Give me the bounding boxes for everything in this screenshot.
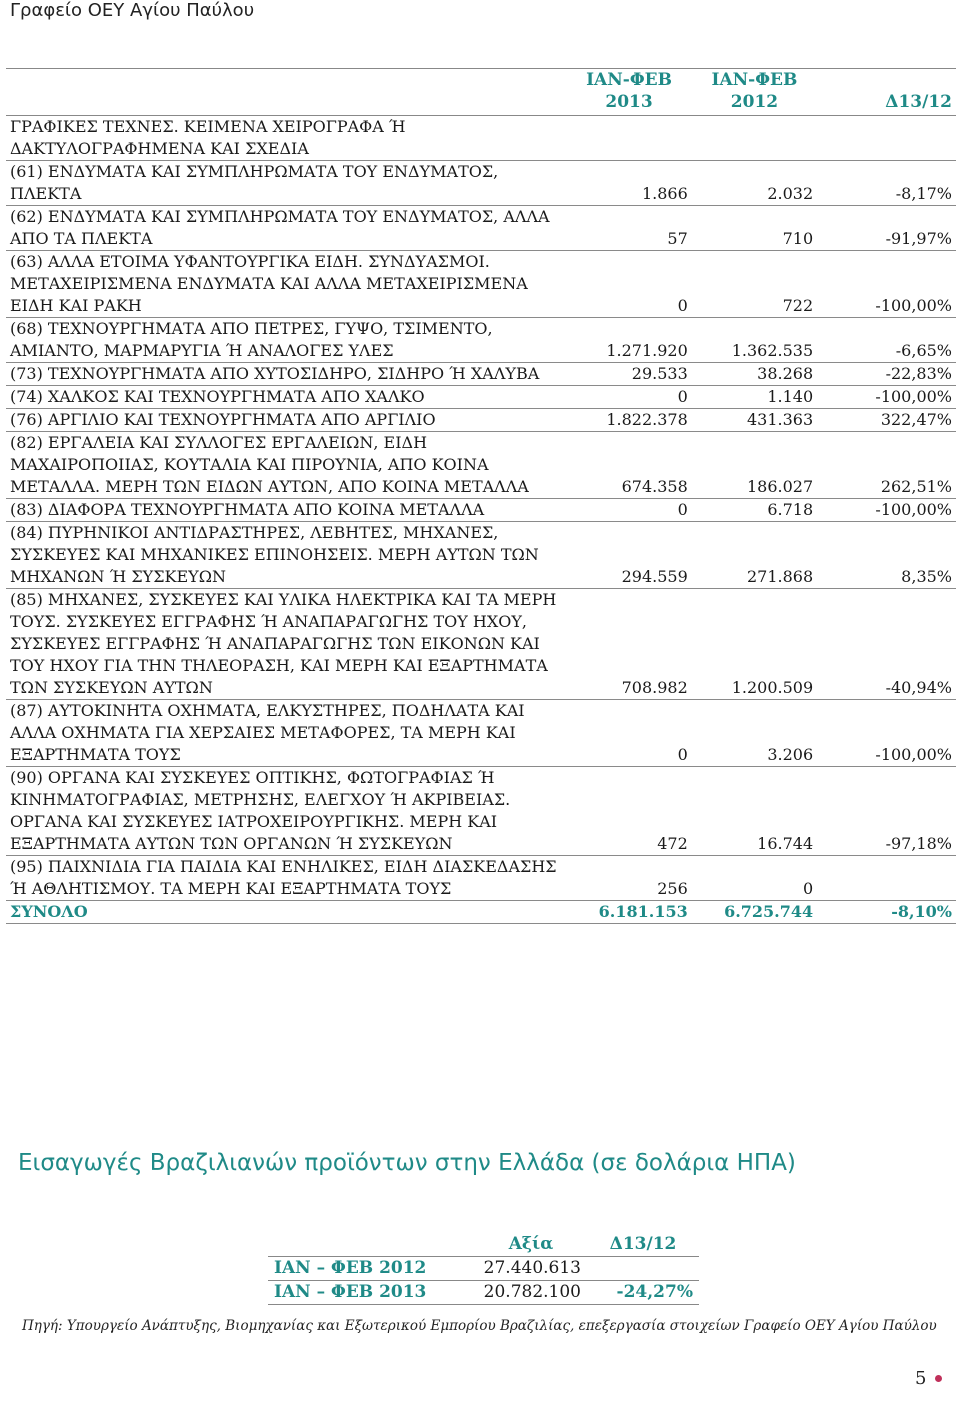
row-description: (76) ΑΡΓΙΛΙΟ ΚΑΙ ΤΕΧΝΟΥΡΓΗΜΑΤΑ ΑΠΟ ΑΡΓΙΛΙΟ: [10, 410, 436, 429]
row-value-2012: 186.027: [746, 477, 814, 496]
row-value-2013: 57: [667, 229, 688, 248]
row-value-2012: 431.363: [746, 410, 814, 429]
row-change: [817, 856, 956, 901]
row-description: (82) ΕΡΓΑΛΕΙΑ ΚΑΙ ΣΥΛΛΟΓΕΣ ΕΡΓΑΛΕΙΩΝ, ΕΙΔΗ ΜΑΧΑΙΡΟΠΟΙΙΑΣ, ΚΟΥΤΑΛΙΑ ΚΑΙ ΠΙΡΟΥΝΙΑ, ΑΠΟ ΚΟΙΝΑ ΜΕΤΑΛΛΑ. ΜΕΡΗ ΤΩΝ ΕΙΔΩΝ ΑΥΤΩΝ, ΑΠΟ ΚΟΙΝΑ ΜΕΤΑΛΛΑ: [10, 433, 529, 496]
row-value-2012: 710: [782, 229, 814, 248]
total-change: -8,10%: [891, 902, 952, 921]
table-row: [6, 700, 956, 767]
page-number: 5: [915, 1368, 927, 1389]
row-description: (85) ΜΗΧΑΝΕΣ, ΣΥΣΚΕΥΕΣ ΚΑΙ ΥΛΙΚΑ ΗΛΕΚΤΡΙΚΑ ΚΑΙ ΤΑ ΜΕΡΗ ΤΟΥΣ. ΣΥΣΚΕΥΕΣ ΕΓΓΡΑΦΗΣ Ή ΑΝΑΠΑΡΑΓΩΓΗΣ ΤΟΥ ΗΧΟΥ, ΣΥΣΚΕΥΕΣ ΕΓΓΡΑΦΗΣ Ή ΑΝΑΠΑΡΑΓΩΓΗΣ ΤΩΝ ΕΙΚΟΝΩΝ ΚΑΙ ΤΟΥ ΗΧΟΥ ΓΙΑ ΤΗΝ ΤΗΛΕΟΡΑΣΗ, ΚΑΙ ΜΕΡΗ ΚΑΙ ΕΞΑΡΤΗΜΑΤΑ ΤΩΝ ΣΥΣΚΕΥΩΝ ΑΥΤΩΝ: [10, 590, 557, 697]
total-label: ΣΥΝΟΛΟ: [10, 902, 88, 921]
total-value-2012: 6.725.744: [724, 902, 814, 921]
imports-row: [268, 1281, 699, 1305]
table-row: [6, 161, 956, 206]
row-description: (61) ΕΝΔΥΜΑΤΑ ΚΑΙ ΣΥΜΠΛΗΡΩΜΑΤΑ ΤΟΥ ΕΝΔΥΜΑΤΟΣ, ΠΛΕΚΤΑ: [10, 162, 499, 203]
row-value-2013: 0: [677, 745, 688, 764]
row-change: 262,51%: [880, 477, 952, 496]
row-description: (83) ΔΙΑΦΟΡΑ ΤΕΧΝΟΥΡΓΗΜΑΤΑ ΑΠΟ ΚΟΙΝΑ ΜΕΤΑΛΛΑ: [10, 500, 485, 519]
row-description: (87) ΑΥΤΟΚΙΝΗΤΑ ΟΧΗΜΑΤΑ, ΕΛΚΥΣΤΗΡΕΣ, ΠΟΔΗΛΑΤΑ ΚΑΙ ΑΛΛΑ ΟΧΗΜΑΤΑ ΓΙΑ ΧΕΡΣΑΙΕΣ ΜΕΤΑΦΟΡΕΣ, ΤΑ ΜΕΡΗ ΚΑΙ ΕΞΑΡΤΗΜΑΤΑ ΤΟΥΣ: [10, 701, 525, 764]
total-row: [6, 901, 956, 924]
table-row: [6, 409, 956, 432]
page-dot-icon: [935, 1375, 942, 1382]
row-value-2013: 1.271.920: [606, 341, 688, 360]
row-change: -91,97%: [885, 229, 952, 248]
row-description: (62) ΕΝΔΥΜΑΤΑ ΚΑΙ ΣΥΜΠΛΗΡΩΜΑΤΑ ΤΟΥ ΕΝΔΥΜΑΤΟΣ, ΑΛΛΑ ΑΠΟ ΤΑ ΠΛΕΚΤΑ: [10, 207, 550, 248]
row-change: -100,00%: [875, 387, 952, 406]
row-value-2013: 0: [677, 500, 688, 519]
row-value-2012: 1.140: [767, 387, 814, 406]
table-row: [6, 856, 956, 901]
row-value-2012: 3.206: [767, 745, 814, 764]
imports-header-blank: [268, 1233, 475, 1257]
imports-col-value: Αξία: [508, 1234, 554, 1254]
row-value-2013: 472: [657, 834, 688, 853]
row-description: (63) ΑΛΛΑ ΕΤΟΙΜΑ ΥΦΑΝΤΟΥΡΓΙΚΑ ΕΙΔΗ. ΣΥΝΔΥΑΣΜΟΙ. ΜΕΤΑΧΕΙΡΙΣΜΕΝΑ ΕΝΔΥΜΑΤΑ ΚΑΙ ΑΛΛΑ ΜΕΤΑΧΕΙΡΙΣΜΕΝΑ ΕΙΔΗ ΚΑΙ ΡΑΚΗ: [10, 252, 528, 315]
total-value-2013: 6.181.153: [598, 902, 688, 921]
row-value-2012: 2.032: [767, 184, 814, 203]
table-header-row: [6, 69, 956, 116]
table-row: [6, 589, 956, 700]
row-value-2012: 6.718: [767, 500, 814, 519]
row-value-2012: 38.268: [757, 364, 814, 383]
table-row: [6, 116, 956, 161]
row-change: -40,94%: [885, 678, 952, 697]
row-value-2012: 0: [802, 879, 814, 898]
row-change: -97,18%: [885, 834, 952, 853]
row-change: -100,00%: [875, 745, 952, 764]
col-header-change: Δ13/12: [885, 92, 952, 112]
row-value-2013: 1.866: [641, 184, 688, 203]
row-value-2013: 294.559: [621, 567, 688, 586]
imports-row-change: [587, 1257, 699, 1281]
row-change: -100,00%: [875, 296, 952, 315]
imports-header-row: [268, 1233, 699, 1257]
imports-row-label: ΙΑΝ – ΦΕΒ 2013: [274, 1282, 427, 1302]
row-description: (73) ΤΕΧΝΟΥΡΓΗΜΑΤΑ ΑΠΟ ΧΥΤΟΣΙΔΗΡΟ, ΣΙΔΗΡΟ Ή ΧΑΛΥΒΑ: [10, 364, 540, 383]
row-value-2012: [692, 116, 817, 161]
page-header: Γραφείο ΟΕΥ Αγίου Παύλου: [10, 0, 255, 21]
row-value-2012: 271.868: [746, 567, 814, 586]
row-change: [817, 116, 956, 161]
section-subtitle: Εισαγωγές Βραζιλιανών προϊόντων στην Ελλάδα (σε δολάρια ΗΠΑ): [18, 1150, 796, 1176]
row-description: (68) ΤΕΧΝΟΥΡΓΗΜΑΤΑ ΑΠΟ ΠΕΤΡΕΣ, ΓΥΨΟ, ΤΣΙΜΕΝΤΟ, ΑΜΙΑΝΤΟ, ΜΑΡΜΑΡΥΓΙΑ Ή ΑΝΑΛΟΓΕΣ ΥΛΕΣ: [10, 319, 493, 360]
imports-col-change: Δ13/12: [609, 1234, 677, 1254]
exports-table: [6, 68, 956, 924]
row-change: -100,00%: [875, 500, 952, 519]
row-value-2013: 708.982: [621, 678, 688, 697]
row-value-2013: 1.822.378: [606, 410, 688, 429]
source-note: Πηγή: Υπουργείο Ανάπτυξης, Βιομηχανίας και Εξωτερικού Εμπορίου Βραζιλίας, επεξεργασία στοιχείων Γραφείο ΟΕΥ Αγίου Παύλου: [22, 1318, 937, 1334]
row-value-2012: 722: [782, 296, 814, 315]
row-value-2013: 256: [657, 879, 688, 898]
row-description: (84) ΠΥΡΗΝΙΚΟΙ ΑΝΤΙΔΡΑΣΤΗΡΕΣ, ΛΕΒΗΤΕΣ, ΜΗΧΑΝΕΣ, ΣΥΣΚΕΥΕΣ ΚΑΙ ΜΗΧΑΝΙΚΕΣ ΕΠΙΝΟΗΣΕΙΣ. ΜΕΡΗ ΑΥΤΩΝ ΤΩΝ ΜΗΧΑΝΩΝ Ή ΣΥΣΚΕΥΩΝ: [10, 523, 539, 586]
row-value-2013: 29.533: [631, 364, 688, 383]
col-header-2013: ΙΑΝ-ΦΕΒ 2013: [586, 70, 672, 112]
imports-row-value: 20.782.100: [483, 1282, 581, 1302]
row-value-2013: [566, 116, 691, 161]
row-description: (95) ΠΑΙΧΝΙΔΙΑ ΓΙΑ ΠΑΙΔΙΑ ΚΑΙ ΕΝΗΛΙΚΕΣ, ΕΙΔΗ ΔΙΑΣΚΕΔΑΣΗΣ Ή ΑΘΛΗΤΙΣΜΟΥ. ΤΑ ΜΕΡΗ ΚΑΙ ΕΞΑΡΤΗΜΑΤΑ ΤΟΥΣ: [10, 857, 557, 898]
row-change: -6,65%: [895, 341, 952, 360]
table-row: [6, 206, 956, 251]
table-row: [6, 318, 956, 363]
table-row: [6, 767, 956, 856]
header-blank: [6, 69, 566, 116]
row-value-2012: 1.362.535: [731, 341, 814, 360]
row-change: 8,35%: [901, 567, 952, 586]
row-description: (90) ΟΡΓΑΝΑ ΚΑΙ ΣΥΣΚΕΥΕΣ ΟΠΤΙΚΗΣ, ΦΩΤΟΓΡΑΦΙΑΣ Ή ΚΙΝΗΜΑΤΟΓΡΑΦΙΑΣ, ΜΕΤΡΗΣΗΣ, ΕΛΕΓΧΟΥ Ή ΑΚΡΙΒΕΙΑΣ. ΟΡΓΑΝΑ ΚΑΙ ΣΥΣΚΕΥΕΣ ΙΑΤΡΟΧΕΙΡΟΥΡΓΙΚΗΣ. ΜΕΡΗ ΚΑΙ ΕΞΑΡΤΗΜΑΤΑ ΑΥΤΩΝ ΤΩΝ ΟΡΓΑΝΩΝ Ή ΣΥΣΚΕΥΩΝ: [10, 768, 511, 853]
imports-row: [268, 1257, 699, 1281]
row-value-2013: 0: [677, 387, 688, 406]
imports-row-value: 27.440.613: [483, 1258, 581, 1278]
row-value-2013: 0: [677, 296, 688, 315]
imports-table: [268, 1233, 699, 1305]
row-value-2013: 674.358: [621, 477, 688, 496]
table-row: [6, 363, 956, 386]
table-row: [6, 251, 956, 318]
imports-row-change: -24,27%: [616, 1282, 693, 1302]
row-change: -8,17%: [895, 184, 952, 203]
table-row: [6, 386, 956, 409]
row-description: ΓΡΑΦΙΚΕΣ ΤΕΧΝΕΣ. ΚΕΙΜΕΝΑ ΧΕΙΡΟΓΡΑΦΑ Ή ΔΑΚΤΥΛΟΓΡΑΦΗΜΕΝΑ ΚΑΙ ΣΧΕΔΙΑ: [10, 117, 406, 158]
row-description: (74) ΧΑΛΚΟΣ ΚΑΙ ΤΕΧΝΟΥΡΓΗΜΑΤΑ ΑΠΟ ΧΑΛΚΟ: [10, 387, 425, 406]
row-value-2012: 16.744: [757, 834, 814, 853]
table-row: [6, 499, 956, 522]
table-row: [6, 522, 956, 589]
row-change: -22,83%: [885, 364, 952, 383]
imports-row-label: ΙΑΝ – ΦΕΒ 2012: [274, 1258, 427, 1278]
row-change: 322,47%: [880, 410, 952, 429]
col-header-2012: ΙΑΝ-ΦΕΒ 2012: [711, 70, 798, 112]
table-row: [6, 432, 956, 499]
row-value-2012: 1.200.509: [731, 678, 814, 697]
